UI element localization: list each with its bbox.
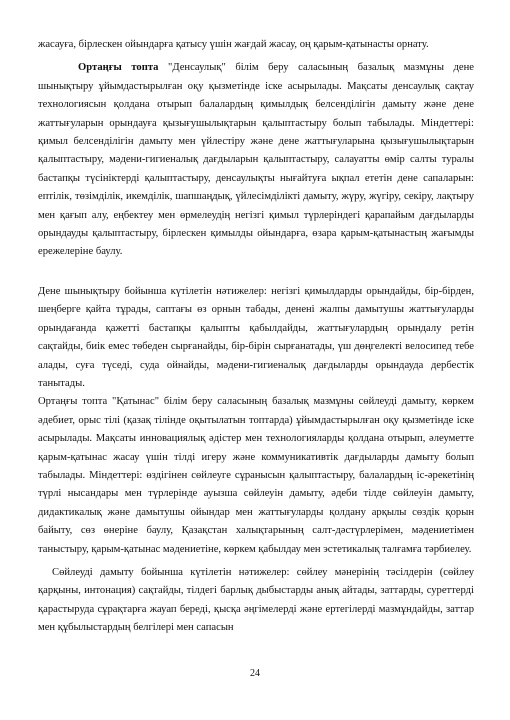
paragraph-lead-bold: Ортаңғы топта bbox=[78, 62, 159, 74]
paragraph-katynas: Ортаңғы топта "Қатынас" білім беру саласының базалық мазмұны сөйлеуді дамыту, көркем әдебиет, орыс тілі (қазақ тілінде оқытылатын топтарда) ұйымдастырылған оқу қызметінде іске асырылады. Мақсаты инновациялық әдістер мен технологияларды қолдана отырып, әлеуметте қарым-қатынас жасау үшін тілді игеру және коммуникативтік дағдыларды дамыту болып табылады. Міндеттері: өздігінен сөйлеуге сұранысын қалыптастыру, балалардың іс-әрекетінің түрлі нысандары мен түрлерінде ауызша сөйлеуін дамыту, әдеби тілде сөйлеуін дамыту, дидактикалық және дамытушы ойындар мен жаттығуларды қолдану арқылы сөздік қорын байыту, сөз өнеріне баулу, Қазақстан халықтарының салт-дәстүрлерімен, мәдениетімен таныстыру, қарым-қатынас мәдениетіне, көркем қабылдау мен эстетикалық талғамға тәрбиелеу. bbox=[38, 396, 474, 555]
paragraph-densaulyk bbox=[38, 59, 474, 261]
spacer bbox=[38, 262, 474, 283]
page-number: 24 bbox=[250, 668, 260, 679]
paragraph-expected-results-pe: Дене шынықтыру бойынша күтілетін нәтижелер: негізгі қимылдарды орындайды, бір-бірден, шеңберге қайта тұрады, саптағы өз орнын табады, денені жалпы дамытушы жаттығуларды орындағанда қажетті бастапқы қалыпты қабылдайды, жаттығулардың орындалу ретін сақтайды, биік емес төбеден сырғанайды, бір-бірін сырғанатады, үш дөңгелекті велосипед тебе алады, суға түседі, суда ойнайды, мәдени-гигиеналық дағдыларды орындауда дербестік танытады. bbox=[38, 285, 474, 389]
paragraph-expected-results-speech: Сөйлеуді дамыту бойынша күтілетін нәтижелер: сөйлеу мәнерінің тәсілдерін (сөйлеу қарқыны, интонация) сақтайды, тілдегі барлық дыбыстарды анық айтады, заттарды, суреттерді қарастыруда сұрақтарға жауап береді, қысқа әңгімелерді және ертегілерді мазмұндайды, заттар мен құбылыстардың белгілері мен сапасын bbox=[38, 566, 474, 634]
paragraph-continuation: жасауға, бірлескен ойындарға қатысу үшін жағдай жасау, оң қарым-қатынасты орнату. bbox=[38, 39, 429, 50]
document-body bbox=[38, 36, 474, 638]
paragraph-text: "Денсаулық" білім беру саласының базалық мазмұны дене шынықтыру ұйымдастырылған оқу қызметінде іске асырылады. Мақсаты денсаулық сақтау технологиясын қолдана отырып балалардың қимылдық белсенділігін дамыту және дене жаттығуларын орындауға қызығушылықтарын қалыптастыру болып табылады. Міндеттері: қимыл белсенділігін дамыту мен үйлестіру және дене жаттығуларына қызығушылықтарын қалыптастыру, мәдени-гигиеналық дағдыларын қалыптастыру, салауатты өмір салты туралы бастапқы түсініктерді қалыптастыру, денсаулықты нығайтуға ықпал ететін дене сапаларын: ептілік, төзімділік, икемділік, шапшаңдық, үйлесімділікті дамыту, жүру, жүгіру, секіру, лақтыру мен қағып алу, еңбектеу мен өрмелеудің негізгі қимыл түрлеріндегі қарапайым дағдыларды орындауды қалыптастыру, бірлескен қимылды ойындарға, өзара қарым-қатынастың жағымды ережелеріне баулу. bbox=[38, 62, 474, 258]
